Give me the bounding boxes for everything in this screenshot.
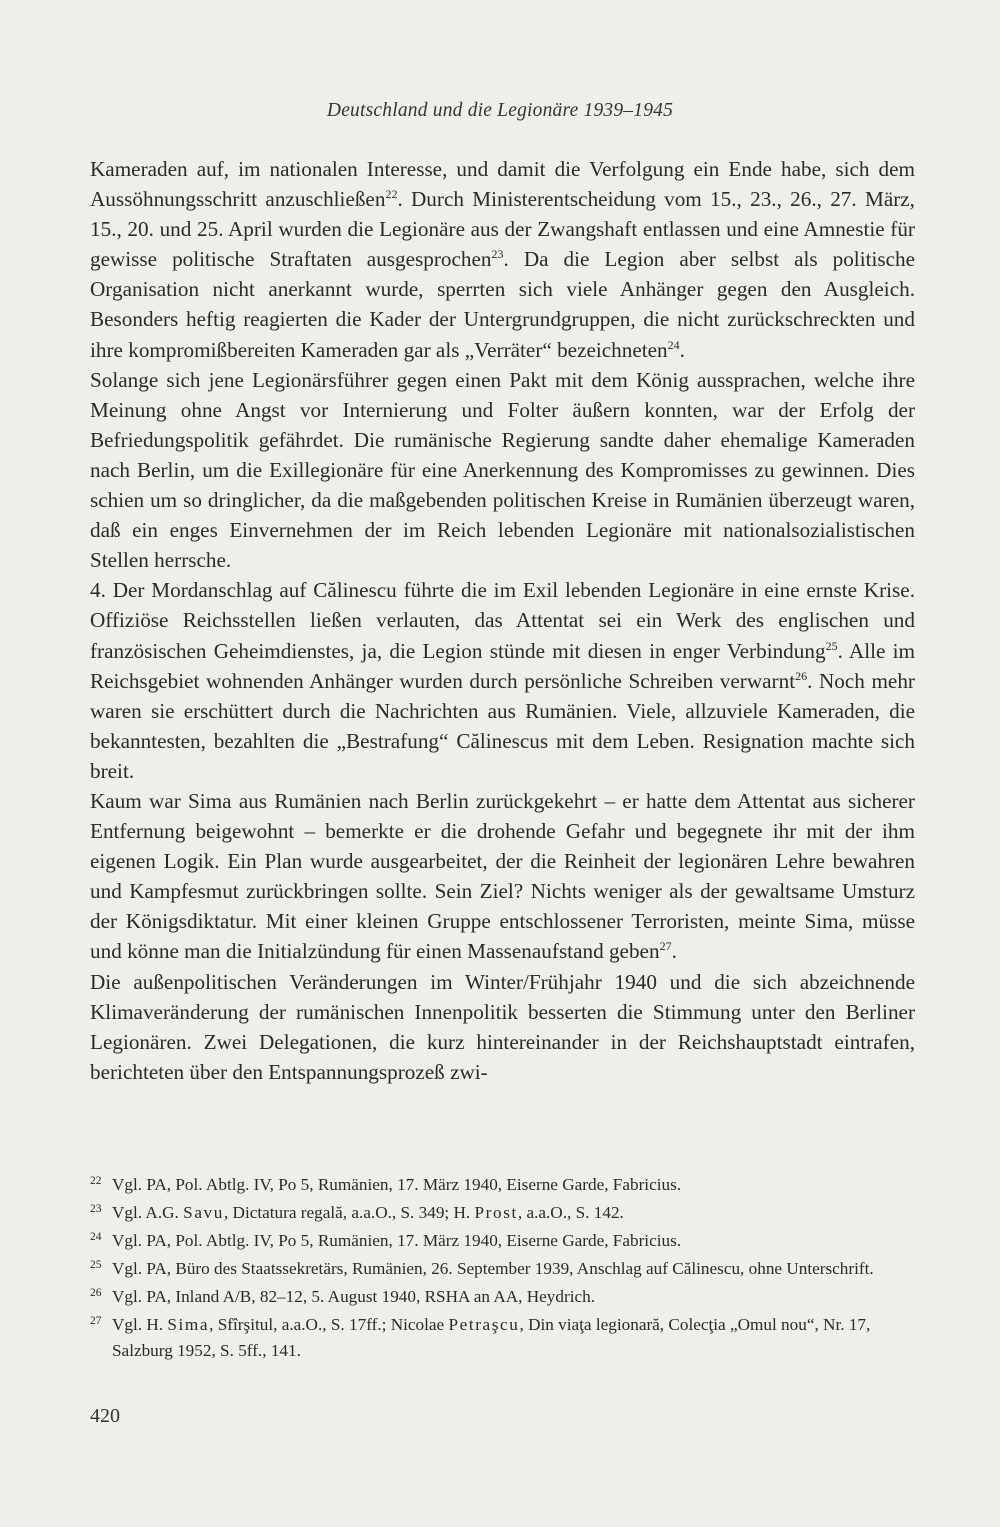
body-text (90, 154, 915, 1087)
footnote-text: Vgl. PA, Inland A/B, 82–12, 5. August 1940, RSHA an AA, Heydrich. (112, 1287, 596, 1306)
paragraph: Solange sich jene Legionärsführer gegen einen Pakt mit dem König aussprachen, welche ihre Meinung ohne Angst vor Internierung und Folter äußern konnten, war der Erfolg der Befriedungspolitik gefährdet. Die rumänische Regierung sandte daher ehemalige Kameraden nach Berlin, um die Exillegionäre für eine Anerkennung des Kompromisses zu gewinnen. Dies schien um so dringlicher, da die maßgebenden politischen Kreise in Rumänien überzeugt waren, daß ein enges Einvernehmen der im Reich lebenden Legionäre mit nationalsozialistischen Stellen herrsche. (90, 367, 915, 573)
footnote-ref[interactable]: 23 (491, 247, 504, 262)
footnote-number: 25 (90, 1259, 102, 1271)
footnote-number: 27 (90, 1315, 102, 1327)
footnote-ref[interactable]: 25 (825, 638, 838, 653)
footnote-text: Vgl. H. Sima, Sfîrşitul, a.a.O., S. 17ff.; Nicolae Petraşcu, Din viaţa legionară, Colecţia „Omul nou“, Nr. 17, Salzburg 1952, S. 5ff., 141. (112, 1315, 871, 1360)
footnote-ref[interactable]: 24 (667, 337, 680, 352)
footnote (90, 1312, 915, 1364)
paragraph: Die außenpolitischen Veränderungen im Winter/Frühjahr 1940 und die sich abzeichnende Klimaveränderung der rumänischen Innenpolitik besserten die Stimmung unter den Berliner Legionären. Zwei Delegationen, die kurz hintereinander in der Reichshauptstadt eintrafen, berichteten über den Entspannungsprozeß zwi- (90, 969, 915, 1084)
footnote (90, 1284, 915, 1312)
footnote (90, 1200, 915, 1228)
footnote-ref[interactable]: 27 (659, 939, 672, 954)
running-head: Deutschland und die Legionäre 1939–1945 (326, 100, 674, 121)
footnote-text: Vgl. A.G. Savu, Dictatura regală, a.a.O., S. 349; H. Prost, a.a.O., S. 142. (112, 1203, 624, 1222)
paragraph: Kaum war Sima aus Rumänien nach Berlin zurückgekehrt – er hatte dem Attentat aus sicherer Entfernung beigewohnt – bemerkte er die drohende Gefahr und begegnete ihr mit der ihm eigenen Logik. Ein Plan wurde ausgearbeitet, der die Reinheit der legionären Lehre bewahren und Kampfesmut zurückbringen sollte. Sein Ziel? Nichts weniger als der gewaltsame Umsturz der Königsdiktatur. Mit einer kleinen Gruppe entschlossener Terroristen, meinte Sima, müsse und könne man die Initialzündung für einen Massenaufstand geben$^{27}$. (90, 788, 915, 964)
page-number: 420 (90, 1405, 120, 1427)
footnotes (90, 1172, 915, 1364)
paragraph: 4. Der Mordanschlag auf Călinescu führte die im Exil lebenden Legionäre in eine ernste Krise. Offiziöse Reichsstellen ließen verlauten, das Attentat sei ein Werk des englischen und französischen Geheimdienstes, ja, die Legion stünde mit diesen in enger Verbindung$^{25}$. Alle im Reichsgebiet wohnenden Anhänger wurden durch persönliche Schreiben verwarnt$^{26}$. Noch mehr waren sie erschüttert durch die Nachrichten aus Rumänien. Viele, allzuviele Kameraden, die bekanntesten, bezahlten die „Bestrafung“ Călinescus mit dem Leben. Resignation machte sich breit. (90, 578, 915, 783)
footnote-text: Vgl. PA, Pol. Abtlg. IV, Po 5, Rumänien, 17. März 1940, Eiserne Garde, Fabricius. (112, 1175, 682, 1194)
footnote-ref[interactable]: 22 (385, 187, 398, 202)
footnote (90, 1256, 915, 1284)
footnote-number: 24 (90, 1231, 102, 1243)
footnote-number: 26 (90, 1287, 102, 1299)
footnote (90, 1228, 915, 1256)
footnote-text: Vgl. PA, Pol. Abtlg. IV, Po 5, Rumänien, 17. März 1940, Eiserne Garde, Fabricius. (112, 1231, 682, 1250)
footnote-ref[interactable]: 26 (795, 668, 808, 683)
footnote-number: 23 (90, 1203, 102, 1215)
paragraph: Kameraden auf, im nationalen Interesse, und damit die Verfolgung ein Ende habe, sich dem Aussöhnungsschritt anzuschließen$^{22}$. Durch Ministerentscheidung vom 15., 23., 26., 27. März, 15., 20. und 25. April wurden die Legionäre aus der Zwangshaft entlassen und eine Amnestie für gewisse politische Straftaten ausgesprochen$^{23}$. Da die Legion aber selbst als politische Organisation nicht anerkannt wurde, sperrten sich viele Anhänger gegen den Ausgleich. Besonders heftig reagierten die Kader der Untergrundgruppen, die nicht zurückschreckten und ihre kompromißbereiten Kameraden gar als „Verräter“ bezeichneten$^{24}$. (90, 157, 916, 362)
footnote-number: 22 (90, 1175, 102, 1187)
footnote (90, 1172, 915, 1200)
footnote-text: Vgl. PA, Büro des Staatssekretärs, Rumänien, 26. September 1939, Anschlag auf Călinescu, ohne Unterschrift. (112, 1259, 874, 1278)
